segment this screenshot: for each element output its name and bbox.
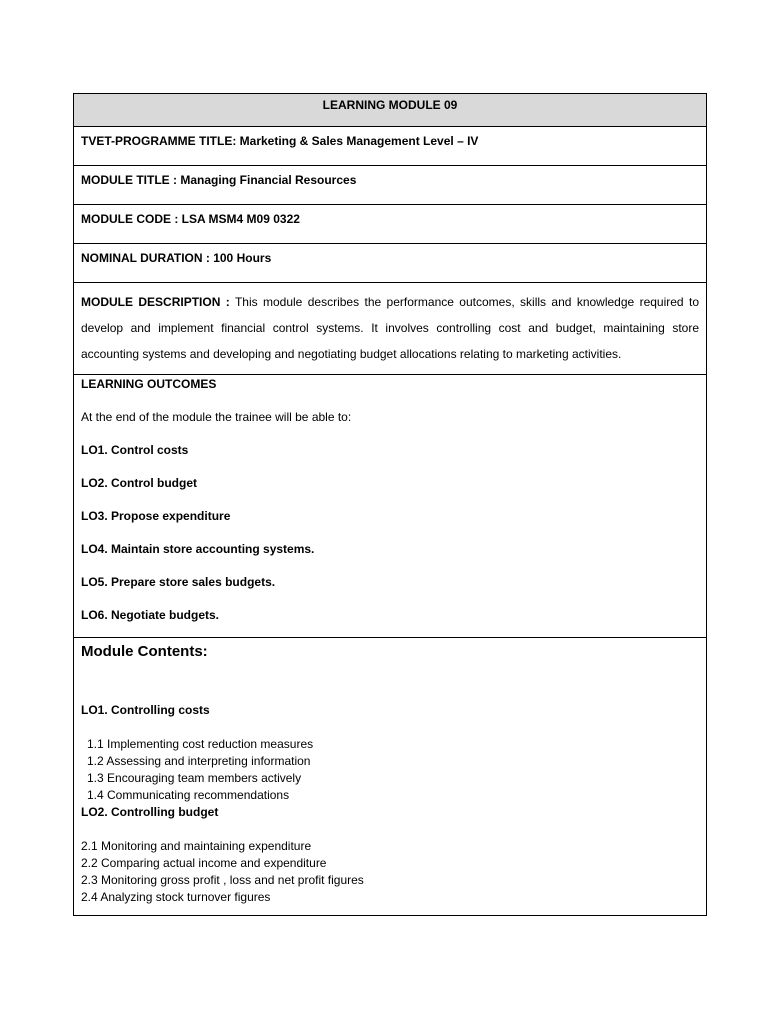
learning-module-table xyxy=(73,93,707,916)
learning-outcomes-heading: LEARNING OUTCOMES xyxy=(81,377,217,391)
learning-outcome-item: LO5. Prepare store sales budgets. xyxy=(81,575,276,589)
lo2-content-item: 2.2 Comparing actual income and expenditure xyxy=(81,856,327,870)
learning-outcome-item: LO3. Propose expenditure xyxy=(81,509,231,523)
lo1-content-item: 1.2 Assessing and interpreting information xyxy=(87,754,311,768)
module-title: MODULE TITLE : Managing Financial Resources xyxy=(81,173,357,187)
module-contents-row xyxy=(74,638,706,915)
lo1-content-item: 1.1 Implementing cost reduction measures xyxy=(87,737,314,751)
programme-title: TVET-PROGRAMME TITLE: Marketing & Sales Management Level – IV xyxy=(81,134,479,148)
lo1-content-item: 1.3 Encouraging team members actively xyxy=(87,771,302,785)
lo2-content-item: 2.3 Monitoring gross profit , loss and net profit figures xyxy=(81,873,364,887)
lo2-title: LO2. Controlling budget xyxy=(81,805,219,819)
lo2-content-item: 2.1 Monitoring and maintaining expenditure xyxy=(81,839,312,853)
module-title-row xyxy=(74,166,706,205)
module-description-text: This module describes the performance outcomes, skills and knowledge required to develop and implement financial control systems. It involves controlling cost and budget, maintaining store accounting systems and developing and negotiating budget allocations relating to marketing activities. xyxy=(81,295,700,361)
lo2-content-item: 2.4 Analyzing stock turnover figures xyxy=(81,890,271,904)
lo1-content-item: 1.4 Communicating recommendations xyxy=(87,788,290,802)
learning-outcomes-row xyxy=(74,375,706,638)
learning-outcome-item: LO6. Negotiate budgets. xyxy=(81,608,220,622)
module-header xyxy=(74,94,706,127)
programme-title-row xyxy=(74,127,706,166)
learning-outcome-item: LO2. Control budget xyxy=(81,476,197,490)
nominal-duration-row xyxy=(74,244,706,283)
module-description-row xyxy=(74,283,706,375)
module-contents-title: Module Contents: xyxy=(81,643,208,660)
learning-outcome-item: LO1. Control costs xyxy=(81,443,189,457)
module-code: MODULE CODE : LSA MSM4 M09 0322 xyxy=(81,212,300,226)
learning-outcomes-intro: At the end of the module the trainee will be able to: xyxy=(81,410,352,424)
module-header-title: LEARNING MODULE 09 xyxy=(322,98,458,112)
module-code-row xyxy=(74,205,706,244)
lo1-title: LO1. Controlling costs xyxy=(81,703,210,717)
module-description-label: MODULE DESCRIPTION : xyxy=(81,295,230,309)
nominal-duration: NOMINAL DURATION : 100 Hours xyxy=(81,251,272,265)
learning-outcome-item: LO4. Maintain store accounting systems. xyxy=(81,542,315,556)
